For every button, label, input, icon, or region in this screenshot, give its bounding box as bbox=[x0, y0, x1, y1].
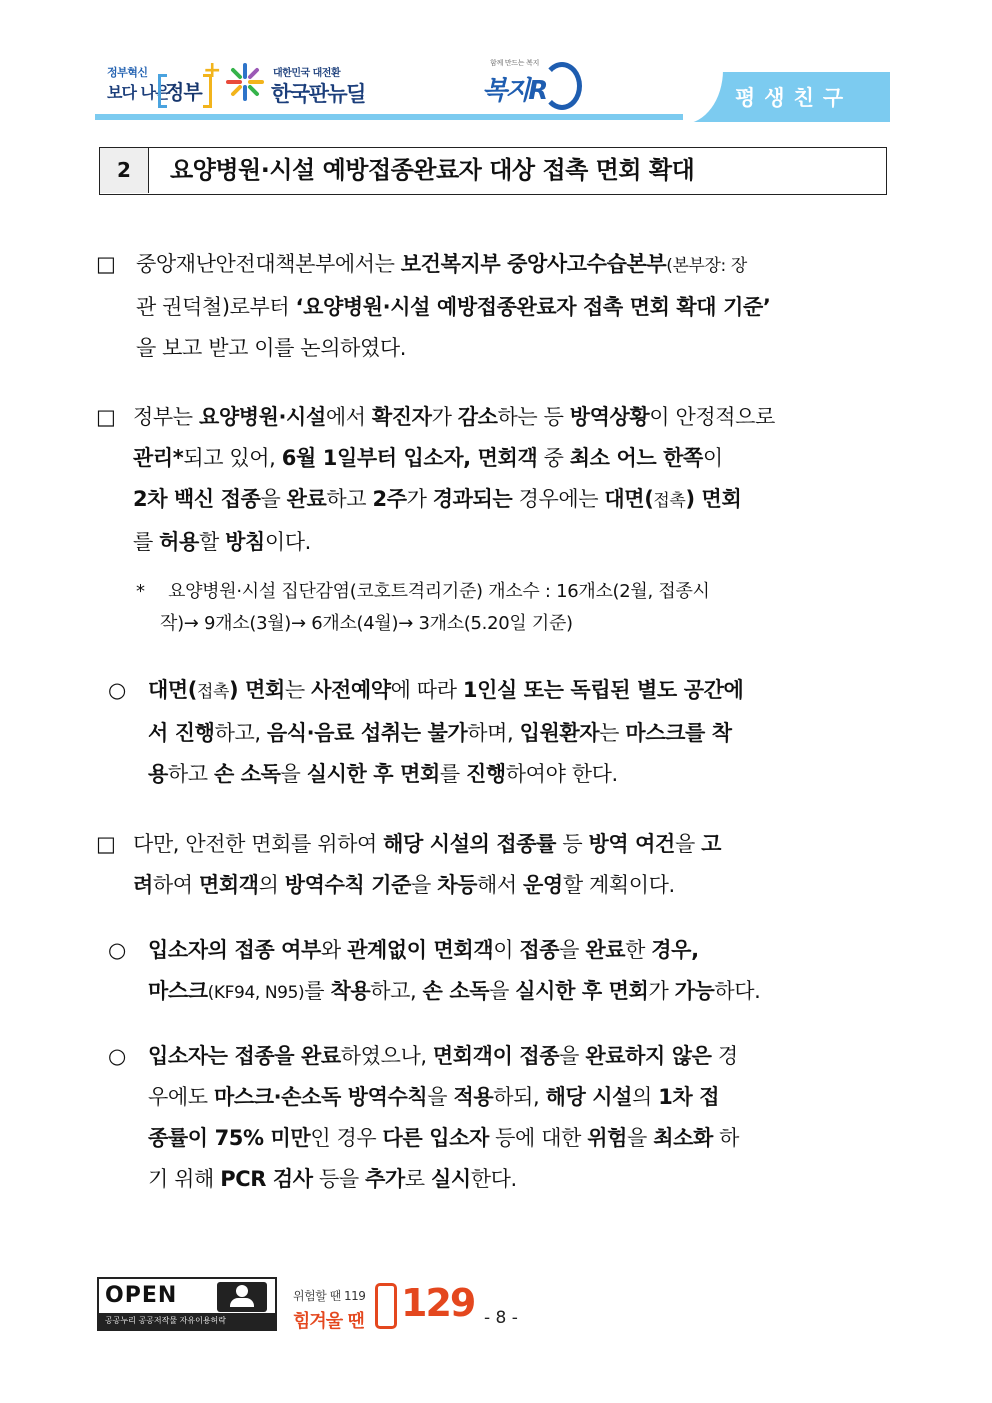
paragraph-1 bbox=[96, 244, 896, 369]
text-line: 을 보고 받고 이를 논의하였다. bbox=[136, 336, 407, 360]
paragraph-4 bbox=[96, 824, 896, 906]
circle-bullet: ○ bbox=[108, 678, 126, 702]
header-tab bbox=[685, 72, 890, 122]
page-header bbox=[95, 48, 890, 124]
footnote-line-1: 요양병원·시설 집단감염(코호트격리기준) 개소수 : 16개소(2월, 접종시 bbox=[168, 581, 710, 602]
starburst-icon bbox=[225, 62, 265, 102]
square-bullet: □ bbox=[96, 405, 116, 429]
text-line: 려하여 면회객의 방역수칙 기준을 차등해서 운영할 계획이다. bbox=[133, 873, 675, 897]
text-line: 2차 백신 접종을 완료하고 2주가 경과되는 경우에는 대면(접촉) 면회 bbox=[133, 487, 742, 511]
section-title: 요양병원·시설 예방접종완료자 대상 접촉 면회 확대 bbox=[170, 156, 695, 184]
kogl-subtitle: 공공누리 공공저작물 자유이용허락 bbox=[99, 1313, 275, 1329]
page-footer bbox=[97, 1277, 517, 1337]
text-line: 관리*되고 있어, 6월 1일부터 입소자, 면회객 중 최소 어느 한쪽이 bbox=[133, 446, 723, 470]
text-line: 다만, 안전한 면회를 위하여 해당 시설의 접종률 등 방역 여건을 고 bbox=[133, 832, 722, 856]
section-title-box bbox=[99, 147, 887, 195]
kogl-license-badge bbox=[97, 1277, 277, 1331]
text-line: 용하고 손 소독을 실시한 후 면회를 진행하여야 한다. bbox=[148, 762, 618, 786]
text-line: 마스크(KF94, N95)를 착용하고, 손 소독을 실시한 후 면회가 가능하다. bbox=[148, 979, 761, 1003]
gov-innovation-a: 보다 나은 bbox=[107, 83, 170, 102]
text-line: 입소자는 접종을 완료하였으나, 면회객이 접종을 완료하지 않은 경 bbox=[148, 1044, 738, 1068]
bokji-small: 함께 만드는 복지 bbox=[490, 59, 540, 67]
gov-innovation-small: 정부혁신 bbox=[107, 66, 148, 79]
circle-bullet: ○ bbox=[108, 1044, 126, 1068]
section-number: 2 bbox=[100, 148, 149, 193]
paragraph-5 bbox=[108, 930, 896, 1014]
open-label: OPEN bbox=[105, 1283, 178, 1308]
square-bullet: □ bbox=[96, 832, 116, 856]
hotline-number: 129 bbox=[401, 1281, 475, 1325]
text-line: 서 진행하고, 음식·음료 섭취는 불가하며, 입원환자는 마스크를 착 bbox=[148, 721, 732, 745]
text-line: 관 권덕철)로부터 ‘요양병원·시설 예방접종완료자 접촉 면회 확대 기준’ bbox=[136, 295, 771, 319]
text-line: 정부는 요양병원·시설에서 확진자가 감소하는 등 방역상황이 안정적으로 bbox=[133, 405, 775, 429]
korean-new-deal-logo bbox=[225, 60, 375, 110]
footnote bbox=[136, 576, 896, 640]
phone-icon bbox=[375, 1283, 397, 1329]
footnote-star: * bbox=[136, 581, 145, 602]
new-deal-small: 대한민국 대전환 bbox=[273, 68, 341, 79]
text-line: 입소자의 접종 여부와 관계없이 면회객이 접종을 완료한 경우, bbox=[148, 938, 699, 962]
bokji-logo bbox=[480, 54, 580, 114]
paragraph-6 bbox=[108, 1036, 896, 1200]
hotline-big: 힘겨울 땐 bbox=[293, 1311, 364, 1332]
bokji-title: 복지R bbox=[482, 76, 547, 106]
circle-bullet: ○ bbox=[108, 938, 126, 962]
person-icon bbox=[217, 1282, 267, 1312]
hotline-small: 위험할 땐 119 bbox=[293, 1289, 366, 1303]
plus-icon: + bbox=[203, 58, 222, 83]
square-bullet: □ bbox=[96, 252, 116, 276]
text-line: 우에도 마스크·손소독 방역수칙을 적용하되, 해당 시설의 1차 접 bbox=[148, 1085, 720, 1109]
header-tab-label: 평생친구 bbox=[735, 86, 853, 110]
new-deal-title: 한국판뉴딜 bbox=[271, 82, 365, 106]
footnote-line-2: 작)→ 9개소(3월)→ 6개소(4월)→ 3개소(5.20일 기준) bbox=[160, 613, 573, 634]
paragraph-3 bbox=[108, 670, 896, 795]
bokji-arc-icon bbox=[542, 62, 582, 110]
paragraph-2 bbox=[96, 397, 896, 563]
text-line: 를 허용할 방침이다. bbox=[133, 530, 311, 554]
text-line: 종률이 75% 미만인 경우 다른 입소자 등에 대한 위험을 최소화 하 bbox=[148, 1126, 740, 1150]
text-line: 기 위해 PCR 검사 등을 추가로 실시한다. bbox=[148, 1167, 517, 1191]
gov-innovation-b: 정부 bbox=[165, 80, 202, 104]
text-line: 중앙재난안전대책본부에서는 보건복지부 중앙사고수습본부(본부장: 장 bbox=[136, 252, 747, 276]
gov-innovation-logo bbox=[107, 58, 222, 112]
page-number: - 8 - bbox=[484, 1308, 518, 1328]
text-line: 대면(접촉) 면회는 사전예약에 따라 1인실 또는 독립된 별도 공간에 bbox=[148, 678, 744, 702]
